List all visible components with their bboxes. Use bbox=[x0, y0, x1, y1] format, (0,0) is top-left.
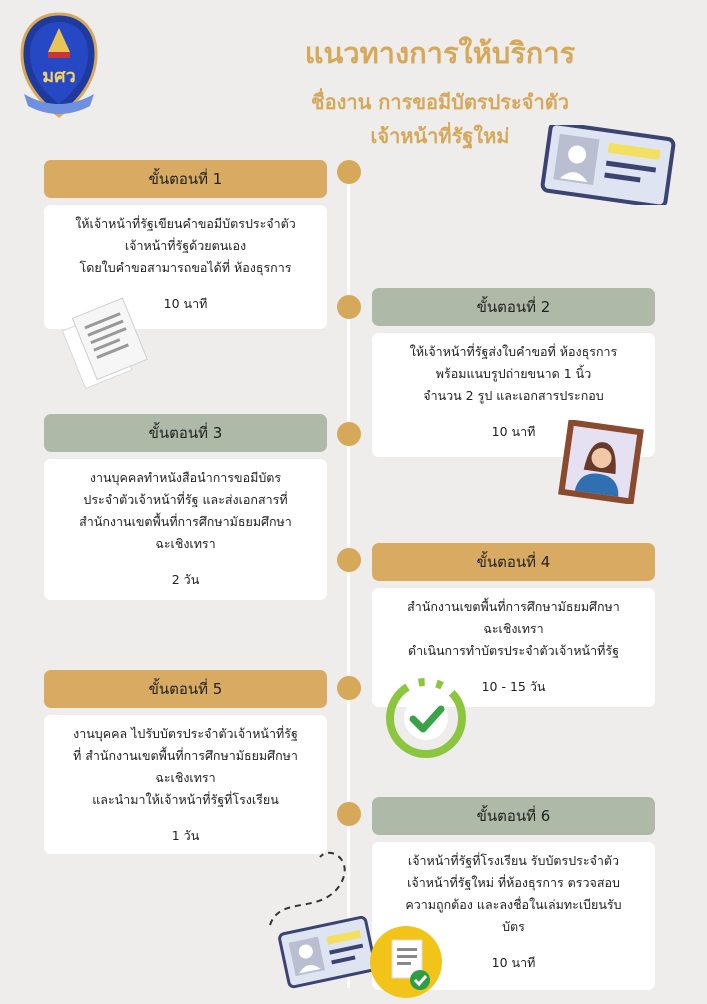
step-duration: 1 วัน bbox=[171, 828, 200, 843]
page-subtitle: ชื่องาน การขอมีบัตรประจำตัว bbox=[311, 90, 569, 114]
step-6-header: ขั้นตอนที่ 6 bbox=[372, 797, 655, 835]
step-3-header: ขั้นตอนที่ 3 bbox=[44, 414, 327, 452]
step-line: ให้เจ้าหน้าที่รัฐส่งใบคำขอที่ ห้องธุรการ bbox=[409, 344, 618, 359]
step-3-card bbox=[44, 459, 327, 600]
svg-text:มศว: มศว bbox=[42, 66, 76, 87]
step-line: และนำมาให้เจ้าหน้าที่รัฐที่โรงเรียน bbox=[92, 792, 279, 807]
step-line: พร้อมแนบรูปถ่ายขนาด 1 นิ้ว bbox=[435, 366, 592, 381]
step-line: ที่ สำนักงานเขตพื้นที่การศึกษามัธยมศึกษา bbox=[73, 748, 298, 763]
step-line: สำนักงานเขตพื้นที่การศึกษามัธยมศึกษา bbox=[407, 599, 620, 614]
school-logo bbox=[18, 10, 100, 120]
document-approved-icon bbox=[368, 922, 446, 1004]
id-card-icon bbox=[540, 125, 678, 209]
step-2-header: ขั้นตอนที่ 2 bbox=[372, 288, 655, 326]
step-line: สำนักงานเขตพื้นที่การศึกษามัธยมศึกษา bbox=[79, 514, 292, 529]
step-4-header: ขั้นตอนที่ 4 bbox=[372, 543, 655, 581]
step-line: ฉะเชิงเทรา bbox=[155, 770, 216, 785]
step-line: งานบุคคล ไปรับบัตรประจำตัวเจ้าหน้าที่รัฐ bbox=[73, 726, 298, 741]
step-line: บัตร bbox=[502, 919, 525, 934]
step-1-header: ขั้นตอนที่ 1 bbox=[44, 160, 327, 198]
id-card-small-icon bbox=[278, 915, 378, 999]
step-line: เจ้าหน้าที่รัฐด้วยตนเอง bbox=[124, 238, 247, 253]
step-line: งานบุคคลทำหนังสือนำการขอมีบัตร bbox=[89, 470, 282, 485]
step-duration: 10 นาที bbox=[491, 955, 536, 970]
step-line: จำนวน 2 รูป และเอกสารประกอบ bbox=[423, 388, 604, 403]
step-duration: 10 นาที bbox=[491, 424, 536, 439]
timeline-dot bbox=[337, 676, 361, 700]
step-line: ให้เจ้าหน้าที่รัฐเขียนคำขอมีบัตรประจำตัว bbox=[75, 216, 296, 231]
timeline-dot bbox=[337, 295, 361, 319]
step-line: เจ้าหน้าที่รัฐใหม่ ที่ห้องธุรการ ตรวจสอบ bbox=[407, 875, 620, 890]
step-5-card bbox=[44, 715, 327, 854]
check-icon bbox=[383, 675, 469, 765]
timeline-dot bbox=[337, 422, 361, 446]
step-duration: 10 นาที bbox=[163, 296, 208, 311]
step-duration: 10 - 15 วัน bbox=[481, 679, 546, 694]
step-line: โดยใบคำขอสามารถขอได้ที่ ห้องธุรการ bbox=[79, 260, 292, 275]
timeline-dot bbox=[337, 802, 361, 826]
step-line: ฉะเชิงเทรา bbox=[483, 621, 544, 636]
step-duration: 2 วัน bbox=[171, 572, 200, 587]
page-title: แนวทางการให้บริการ bbox=[304, 36, 576, 70]
step-5-header: ขั้นตอนที่ 5 bbox=[44, 670, 327, 708]
step-line: เจ้าหน้าที่รัฐที่โรงเรียน รับบัตรประจำตัว bbox=[407, 853, 620, 868]
documents-icon bbox=[60, 292, 160, 396]
step-line: ฉะเชิงเทรา bbox=[155, 536, 216, 551]
step-line: ดำเนินการทำบัตรประจำตัวเจ้าหน้าที่รัฐ bbox=[408, 643, 619, 658]
step-line: ความถูกต้อง และลงชื่อในเล่มทะเบียนรับ bbox=[405, 897, 622, 912]
timeline-dot bbox=[337, 160, 361, 184]
step-line: ประจำตัวเจ้าหน้าที่รัฐ และส่งเอกสารที่ bbox=[83, 492, 288, 507]
portrait-icon bbox=[555, 420, 647, 508]
timeline-dot bbox=[337, 548, 361, 572]
page-subtitle-2: เจ้าหน้าที่รัฐใหม่ bbox=[370, 124, 510, 148]
